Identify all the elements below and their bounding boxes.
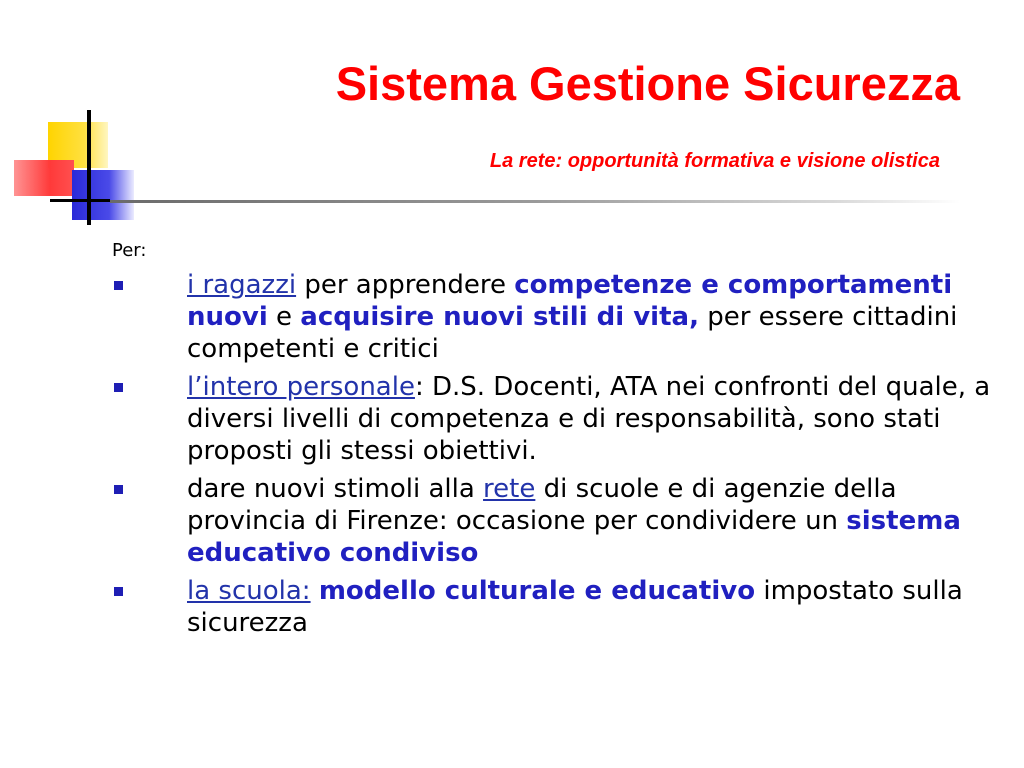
bullet-list bbox=[112, 269, 992, 639]
link-rete[interactable]: rete bbox=[483, 474, 536, 504]
intro-text: Per: bbox=[112, 240, 147, 261]
logo-red-square bbox=[14, 160, 74, 196]
bullet-text bbox=[311, 576, 319, 606]
logo-blue-square bbox=[72, 170, 134, 220]
bullet-text: e bbox=[267, 302, 301, 332]
link-ragazzi[interactable]: i ragazzi bbox=[187, 270, 297, 300]
bullet-text: : D.S. Docenti, ATA nei confronti del quale, a diversi livelli di competenza e di responsabilità, sono stati proposti gli stessi obiettivi. bbox=[187, 372, 991, 466]
highlight-text: acquisire nuovi stili di vita, bbox=[300, 302, 699, 332]
bullet-ragazzi bbox=[112, 269, 992, 365]
bullet-rete bbox=[112, 473, 992, 569]
bullet-text: dare nuovi stimoli alla bbox=[187, 474, 484, 504]
bullet-scuola bbox=[112, 575, 992, 639]
bullet-personale bbox=[112, 371, 992, 467]
bullet-text: di scuole e di agenzie della provincia di Firenze: occasione per condividere un bbox=[187, 474, 897, 536]
logo-vertical-line bbox=[87, 110, 91, 225]
bullet-text: per essere cittadini competenti e critici bbox=[187, 302, 958, 364]
title-divider-line bbox=[110, 200, 960, 203]
square-bullet-icon bbox=[114, 485, 123, 494]
bullet-text: impostato sulla sicurezza bbox=[187, 576, 963, 638]
square-bullet-icon bbox=[114, 281, 123, 290]
link-scuola[interactable]: la scuola: bbox=[187, 576, 311, 606]
slide-subtitle: La rete: opportunità formativa e visione olistica bbox=[489, 150, 940, 172]
highlight-text: modello culturale e educativo bbox=[318, 576, 756, 606]
bullet-text: per apprendere bbox=[296, 270, 515, 300]
highlight-text: sistema educativo condiviso bbox=[187, 506, 961, 568]
highlight-text: competenze e comportamenti nuovi bbox=[187, 270, 953, 332]
slide-content bbox=[112, 240, 992, 645]
link-personale[interactable]: l’intero personale bbox=[187, 372, 415, 402]
square-bullet-icon bbox=[114, 587, 123, 596]
square-bullet-icon bbox=[114, 383, 123, 392]
logo-horizontal-line bbox=[50, 199, 110, 202]
slide-title: Sistema Gestione Sicurezza bbox=[335, 57, 960, 110]
